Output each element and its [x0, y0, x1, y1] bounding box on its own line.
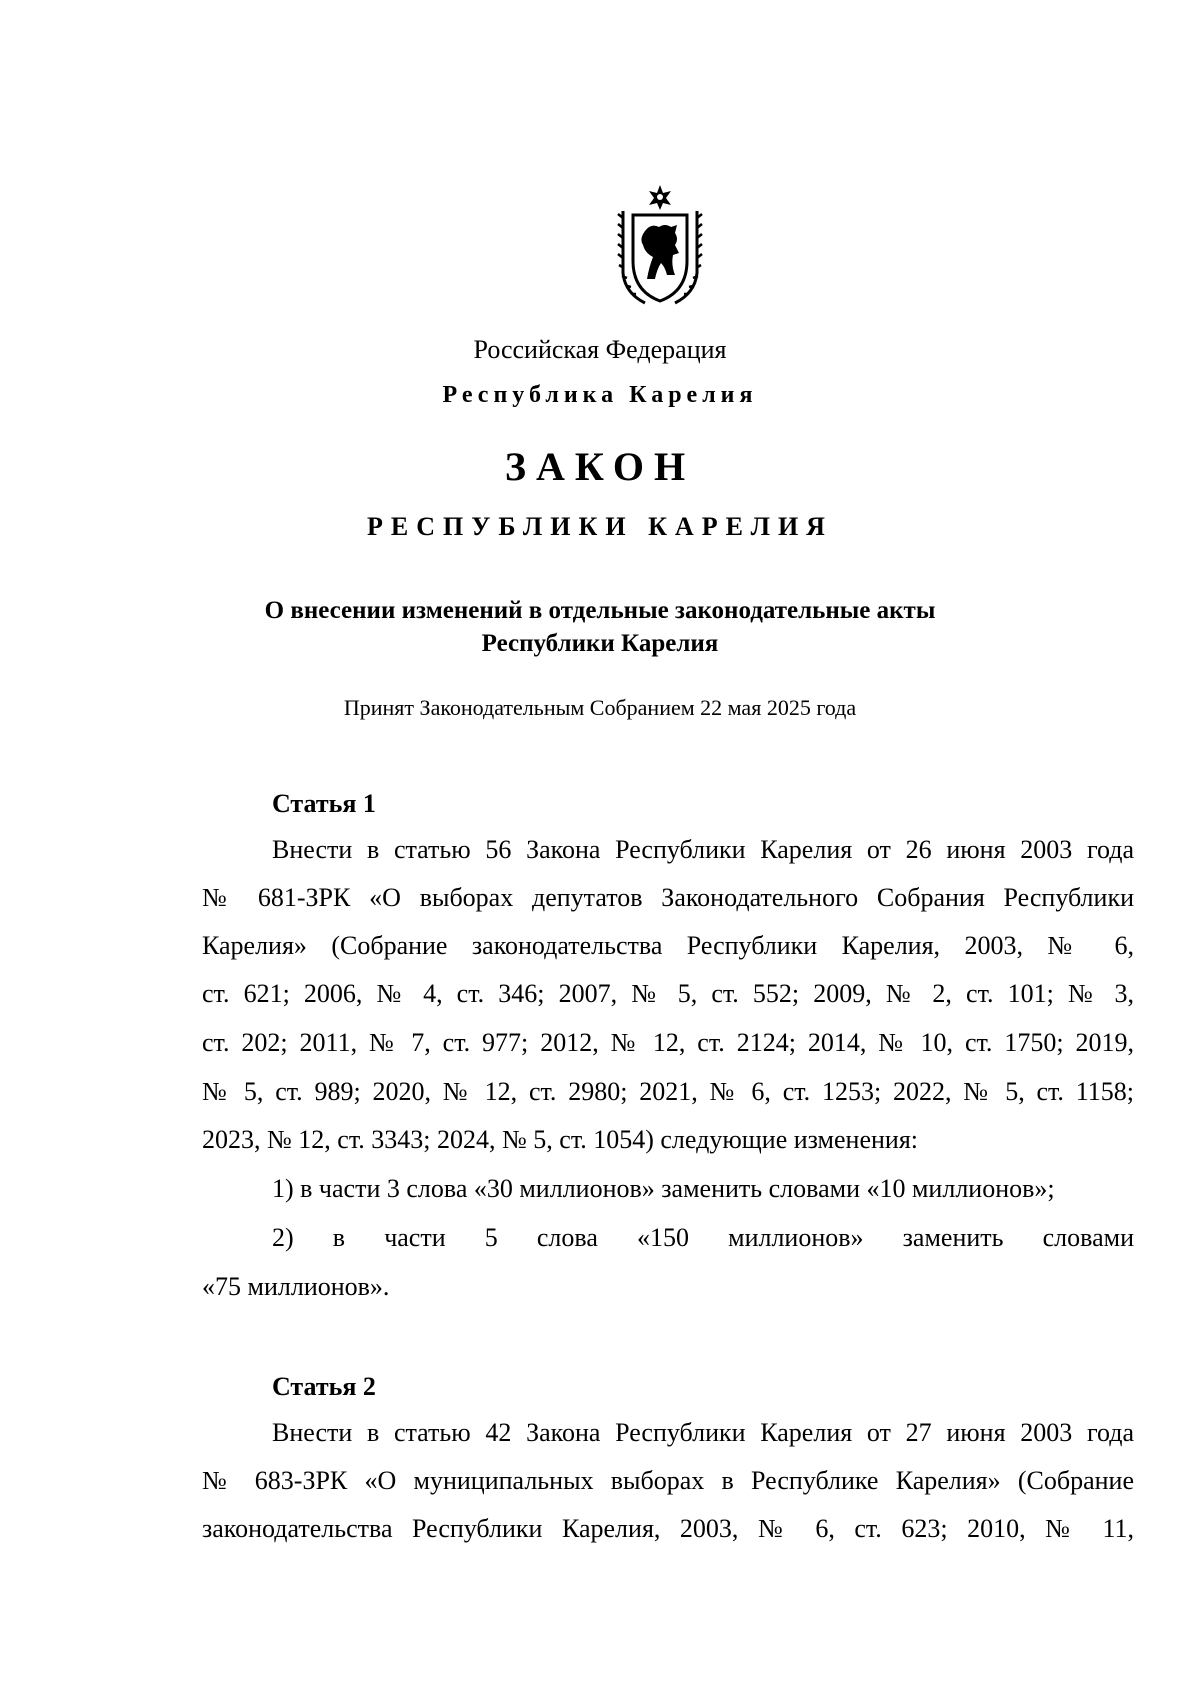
- article-1-line: № 5, ст. 989; 2020, № 12, ст. 2980; 2021, № 6, ст. 1253; 2022, № 5, ст. 1158;: [202, 1077, 1134, 1106]
- article-1-item-2-cont: «75 миллионов».: [202, 1272, 390, 1301]
- article-1-line: ст. 621; 2006, № 4, ст. 346; 2007, № 5, ст. 552; 2009, № 2, ст. 101; № 3,: [202, 979, 1134, 1008]
- adoption-note: Принят Законодательным Собранием 22 мая 2025 года: [343, 695, 857, 720]
- republic-name: Республика Карелия: [442, 382, 758, 408]
- coat-of-arms-karelia-icon: [615, 183, 705, 313]
- article-2-heading: Статья 2: [272, 1372, 376, 1401]
- law-title-line-1: О внесении изменений в отдельные законодательные акты: [264, 597, 936, 624]
- article-1-line: ст. 202; 2011, № 7, ст. 977; 2012, № 12, ст. 2124; 2014, № 10, ст. 1750; 2019,: [202, 1028, 1134, 1057]
- article-2-line: Внести в статью 42 Закона Республики Карелия от 27 июня 2003 года: [272, 1418, 1134, 1447]
- article-1-item-2: 2) в части 5 слова «150 миллионов» заменить словами: [272, 1223, 1134, 1252]
- article-1-line: Внести в статью 56 Закона Республики Карелия от 26 июня 2003 года: [272, 835, 1134, 864]
- article-1-line: 2023, № 12, ст. 3343; 2024, № 5, ст. 1054) следующие изменения:: [202, 1125, 919, 1154]
- article-1-line: Карелия» (Собрание законодательства Республики Карелия, 2003, № 6,: [202, 931, 1134, 960]
- article-1-heading: Статья 1: [272, 789, 376, 818]
- country-name: Российская Федерация: [473, 335, 727, 364]
- article-2-line: законодательства Республики Карелия, 2003, № 6, ст. 623; 2010, № 11,: [202, 1514, 1134, 1543]
- document-type: ЗАКОН: [504, 444, 696, 489]
- law-title-line-2: Республики Карелия: [481, 630, 719, 657]
- article-1-line: № 681-ЗРК «О выборах депутатов Законодательного Собрания Республики: [202, 883, 1134, 912]
- article-2-line: № 683-ЗРК «О муниципальных выборах в Республике Карелия» (Собрание: [202, 1466, 1134, 1495]
- document-type-subtitle: РЕСПУБЛИКИ КАРЕЛИЯ: [367, 512, 833, 541]
- article-1-item-1: 1) в части 3 слова «30 миллионов» заменить словами «10 миллионов»;: [272, 1174, 1055, 1203]
